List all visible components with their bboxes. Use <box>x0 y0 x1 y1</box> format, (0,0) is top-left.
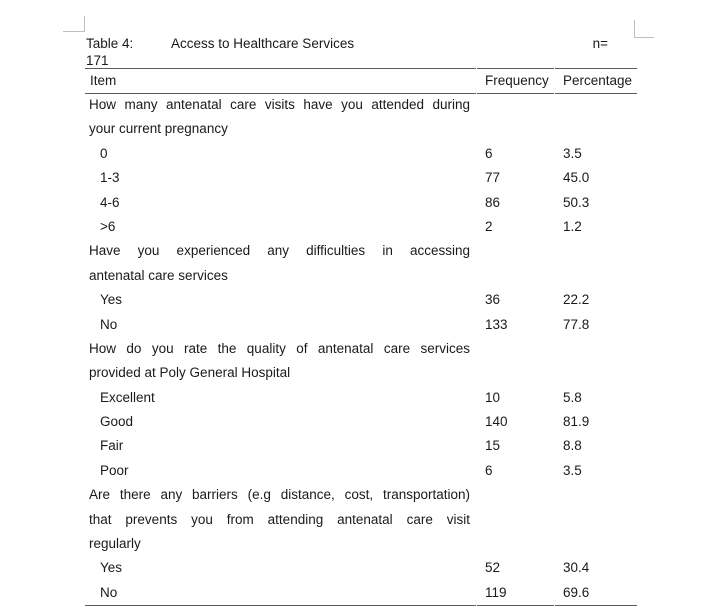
question-text-line: Are there any barriers (e.g distance, cost, transportation) <box>89 487 470 503</box>
cell-frequency: 86 <box>485 194 501 210</box>
cell-frequency: 52 <box>485 560 501 576</box>
sample-size-value: 171 <box>86 52 109 68</box>
cell-percentage: 45.0 <box>563 170 590 186</box>
table-caption <box>86 36 637 69</box>
cell-frequency: 6 <box>485 145 493 161</box>
cell-percentage: 69.6 <box>563 584 590 600</box>
cell-frequency: 2 <box>485 218 493 234</box>
table-row <box>85 142 637 166</box>
table-row <box>85 410 637 434</box>
question-text-line: that prevents you from attending antenatal care visit <box>89 511 470 527</box>
table-body <box>85 93 637 605</box>
question-text-line: regularly <box>89 536 141 552</box>
cell-item-label: No <box>100 584 118 600</box>
cell-percentage: 5.8 <box>563 389 582 405</box>
question-text-line: How do you rate the quality of antenatal care services <box>89 340 470 356</box>
cell-item-label: 0 <box>100 145 108 161</box>
cell-percentage: 3.5 <box>563 462 582 478</box>
table-row <box>85 288 637 312</box>
cell-frequency: 6 <box>485 462 493 478</box>
cell-item-label: Excellent <box>100 389 155 405</box>
table-caption-number: Table 4: <box>86 36 134 51</box>
cell-percentage: 8.8 <box>563 438 582 454</box>
cell-frequency: 77 <box>485 170 501 186</box>
cell-frequency: 119 <box>485 584 507 600</box>
margin-corner-left-icon <box>63 16 85 32</box>
table-row <box>85 556 637 580</box>
cell-item-label: Fair <box>100 438 124 454</box>
table-header-row <box>85 69 637 93</box>
cell-item-label: Good <box>100 414 134 430</box>
margin-corner-right-icon <box>634 20 654 38</box>
cell-frequency: 36 <box>485 292 501 308</box>
cell-percentage: 3.5 <box>563 145 582 161</box>
table-row <box>85 459 637 483</box>
cell-item-label: Poor <box>100 462 129 478</box>
sample-size-label: n= <box>592 36 608 51</box>
cell-item-label: 4-6 <box>100 194 120 210</box>
cell-percentage: 22.2 <box>563 292 590 308</box>
cell-frequency: 15 <box>485 438 501 454</box>
column-header-percentage: Percentage <box>563 73 633 88</box>
cell-frequency: 10 <box>485 389 501 405</box>
cell-percentage: 50.3 <box>563 194 590 210</box>
cell-item-label: >6 <box>100 218 116 234</box>
cell-frequency: 133 <box>485 316 508 332</box>
cell-item-label: Yes <box>100 292 123 308</box>
table-row <box>85 313 637 337</box>
cell-item-label: Yes <box>100 560 123 576</box>
question-text-line: How many antenatal care visits have you attended during <box>89 97 470 112</box>
table-caption-line <box>86 36 637 53</box>
cell-percentage: 1.2 <box>563 218 582 234</box>
cell-percentage: 30.4 <box>563 560 590 576</box>
table-row <box>85 166 637 190</box>
table-row <box>85 581 637 605</box>
column-header-item: Item <box>90 73 117 88</box>
table-row <box>85 386 637 410</box>
table-bottom-rule <box>85 605 637 606</box>
table-row <box>85 191 637 215</box>
table-row <box>85 215 637 239</box>
table-caption-title: Access to Healthcare Services <box>171 36 355 51</box>
cell-item-label: 1-3 <box>100 170 120 186</box>
question-text-line: antenatal care services <box>89 267 228 283</box>
question-text-line: your current pregnancy <box>89 121 228 137</box>
column-header-frequency: Frequency <box>485 73 549 88</box>
question-text-line: provided at Poly General Hospital <box>89 365 291 381</box>
cell-item-label: No <box>100 316 118 332</box>
cell-percentage: 77.8 <box>563 316 590 332</box>
cell-frequency: 140 <box>485 414 508 430</box>
table-row <box>85 434 637 458</box>
question-text-line: Have you experienced any difficulties in accessing <box>89 243 470 259</box>
cell-percentage: 81.9 <box>563 414 590 430</box>
